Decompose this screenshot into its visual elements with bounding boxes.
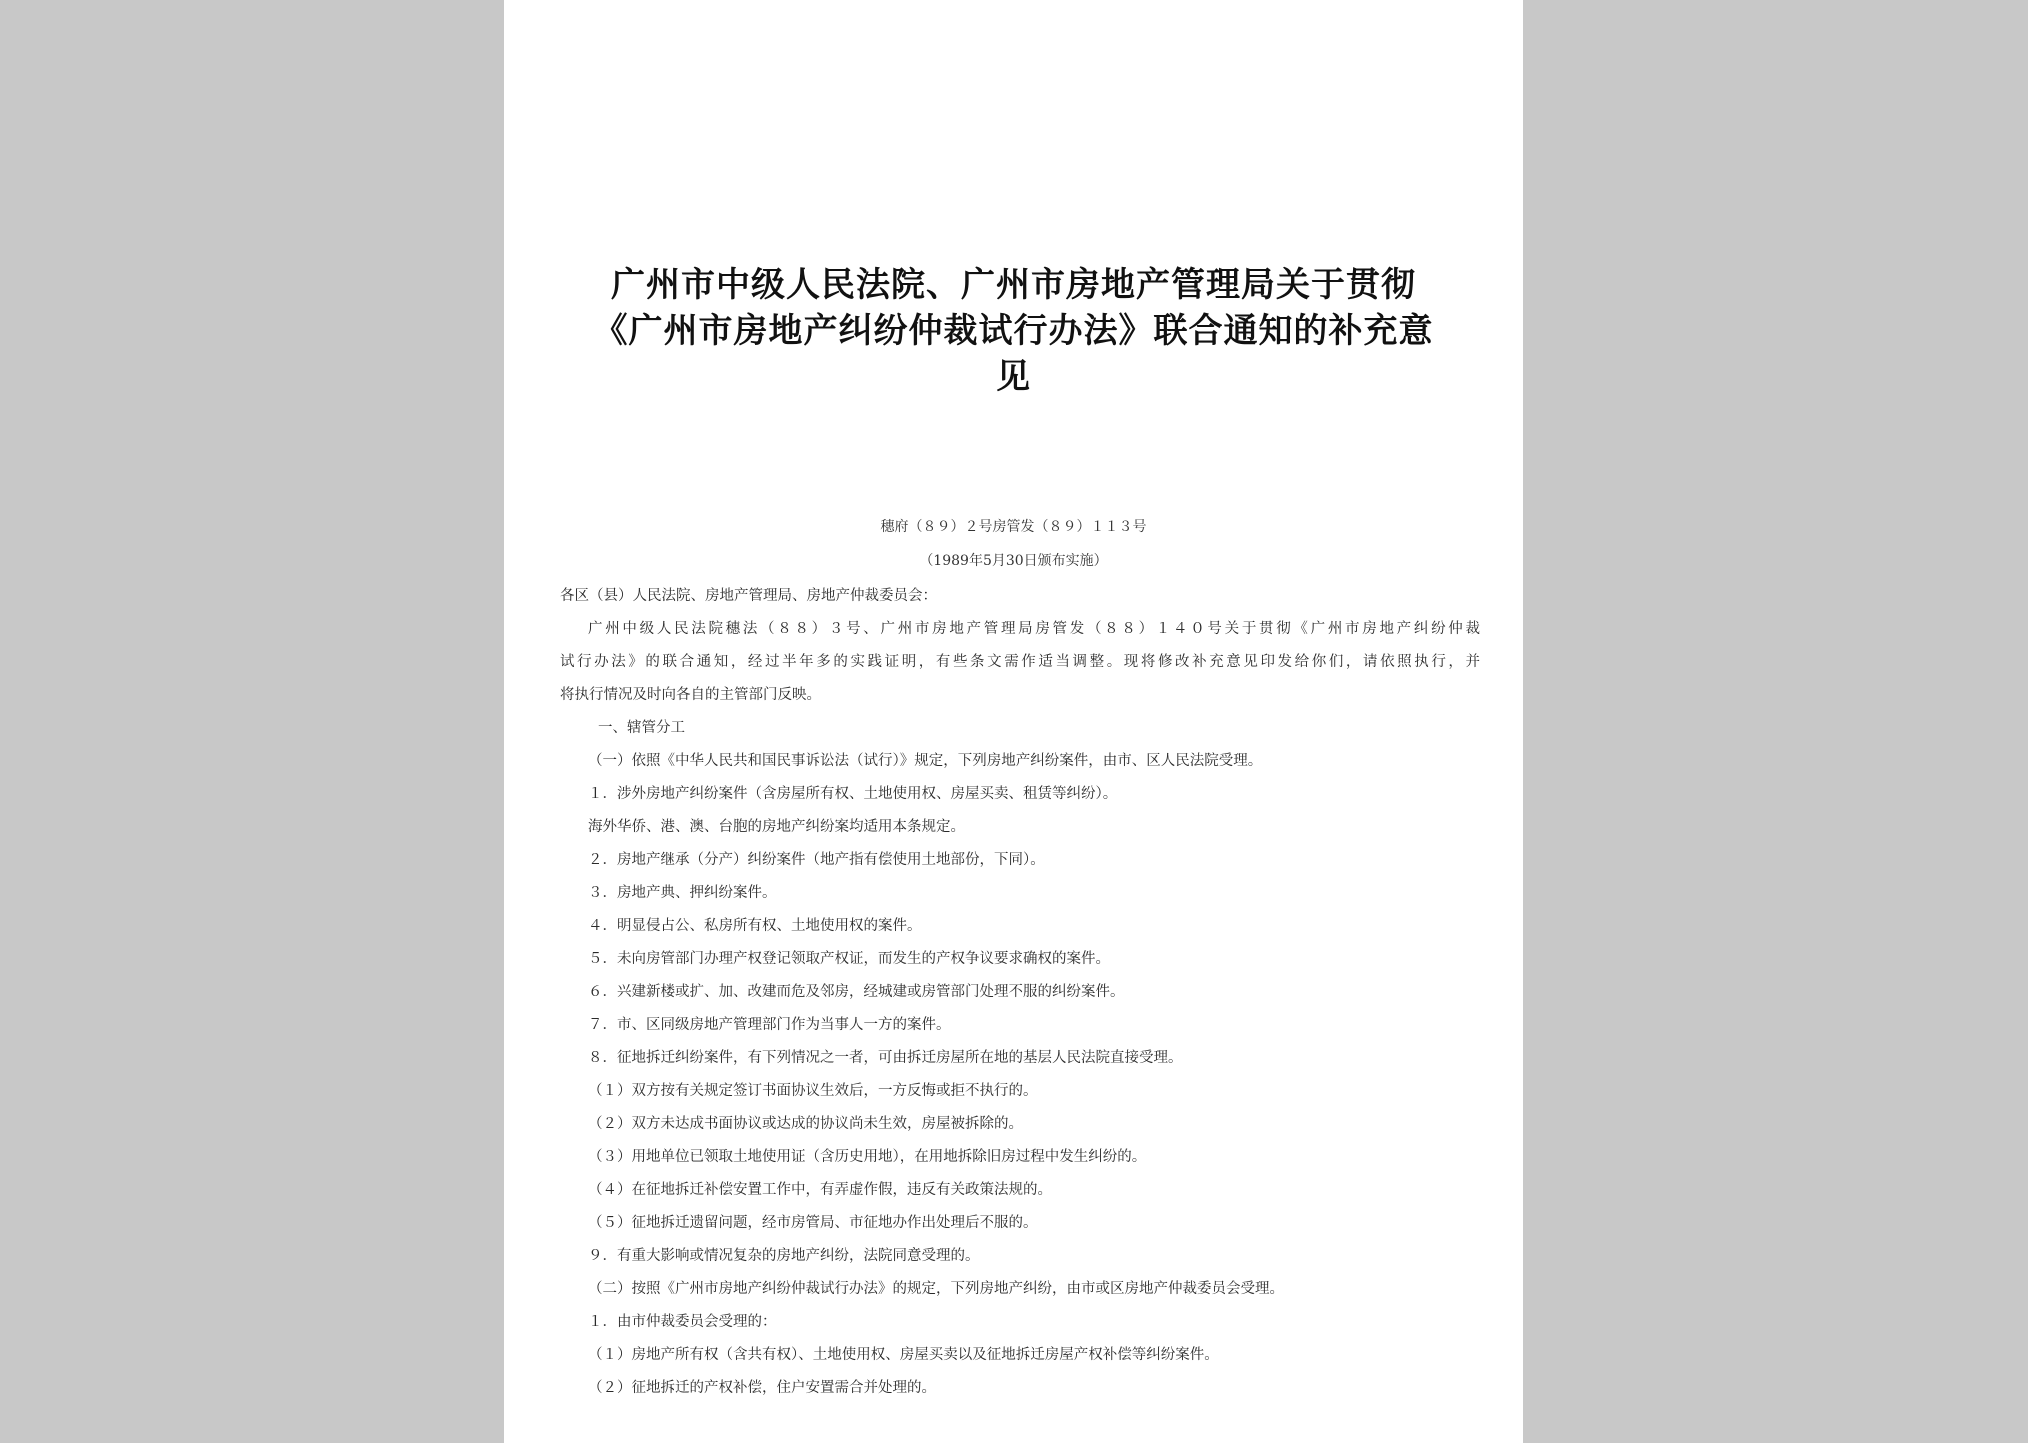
- title-line: 见: [996, 357, 1031, 397]
- clause-line: （２）征地拆迁的产权补偿，住户安置需合并处理的。: [588, 1380, 936, 1396]
- clause-line: ２．房地产继承（分产）纠纷案件（地产指有偿使用土地部份，下同）。: [588, 852, 1045, 868]
- clause-line: （１）房地产所有权（含共有权）、土地使用权、房屋买卖以及征地拆迁房屋产权补偿等纠纷案件。: [588, 1347, 1219, 1363]
- clause-line: ８．征地拆迁纠纷案件，有下列情况之一者，可由拆迁房屋所在地的基层人民法院直接受理。: [588, 1050, 1183, 1066]
- clause-line: １．涉外房地产纠纷案件（含房屋所有权、土地使用权、房屋买卖、租赁等纠纷）。: [588, 786, 1118, 802]
- salutation: 各区（县）人民法院、房地产管理局、房地产仲裁委员会：: [560, 588, 937, 604]
- document-number: 穗府（８９）２号房管发（８９）１１３号: [880, 519, 1147, 535]
- title-line: 广州市中级人民法院、广州市房地产管理局关于贯彻: [611, 265, 1416, 305]
- document-title: [544, 262, 1483, 400]
- document-page: [504, 0, 1523, 1443]
- clause-line: （５）征地拆迁遗留问题，经市房管局、市征地办作出处理后不服的。: [588, 1215, 1038, 1231]
- document-body: [560, 580, 1480, 1405]
- clause-line: （３）用地单位已领取土地使用证（含历史用地），在用地拆除旧房过程中发生纠纷的。: [588, 1149, 1147, 1165]
- clause-line: ９．有重大影响或情况复杂的房地产纠纷，法院同意受理的。: [588, 1248, 980, 1264]
- clause-line: 海外华侨、港、澳、台胞的房地产纠纷案均适用本条规定。: [588, 819, 965, 835]
- clause-line: １．由市仲裁委员会受理的：: [588, 1314, 777, 1330]
- issue-date: （1989年5月30日颁布实施）: [919, 553, 1108, 569]
- clause-line: ６．兴建新楼或扩、加、改建而危及邻房，经城建或房管部门处理不服的纠纷案件。: [588, 984, 1125, 1000]
- title-line: 《广州市房地产纠纷仲裁试行办法》联合通知的补充意: [593, 311, 1434, 351]
- clause-line: （２）双方未达成书面协议或达成的协议尚未生效，房屋被拆除的。: [588, 1116, 1023, 1132]
- paragraph-line: 广州中级人民法院穗法（８８）３号、广州市房地产管理局房管发（８８）１４０号关于贯彻《广州市房地产纠纷仲裁: [588, 621, 1480, 637]
- clause-line: ４．明显侵占公、私房所有权、土地使用权的案件。: [588, 918, 922, 934]
- clause-line: （一）依照《中华人民共和国民事诉讼法（试行）》规定，下列房地产纠纷案件，由市、区人民法院受理。: [588, 753, 1263, 769]
- clause-line: ３．房地产典、押纠纷案件。: [588, 885, 777, 901]
- paragraph-line: 将执行情况及时向各自的主管部门反映。: [560, 687, 821, 703]
- clause-line: （４）在征地拆迁补偿安置工作中，有弄虚作假，违反有关政策法规的。: [588, 1182, 1052, 1198]
- clause-line: （二）按照《广州市房地产纠纷仲裁试行办法》的规定，下列房地产纠纷，由市或区房地产仲裁委员会受理。: [588, 1281, 1284, 1297]
- clause-line: ５．未向房管部门办理产权登记领取产权证，而发生的产权争议要求确权的案件。: [588, 951, 1110, 967]
- paragraph-line: 试行办法》的联合通知，经过半年多的实践证明，有些条文需作适当调整。现将修改补充意见印发给你们，请依照执行，并: [560, 654, 1480, 670]
- clause-line: ７．市、区同级房地产管理部门作为当事人一方的案件。: [588, 1017, 951, 1033]
- clause-line: （１）双方按有关规定签订书面协议生效后，一方反悔或拒不执行的。: [588, 1083, 1038, 1099]
- section-heading: 一、辖管分工: [598, 720, 685, 736]
